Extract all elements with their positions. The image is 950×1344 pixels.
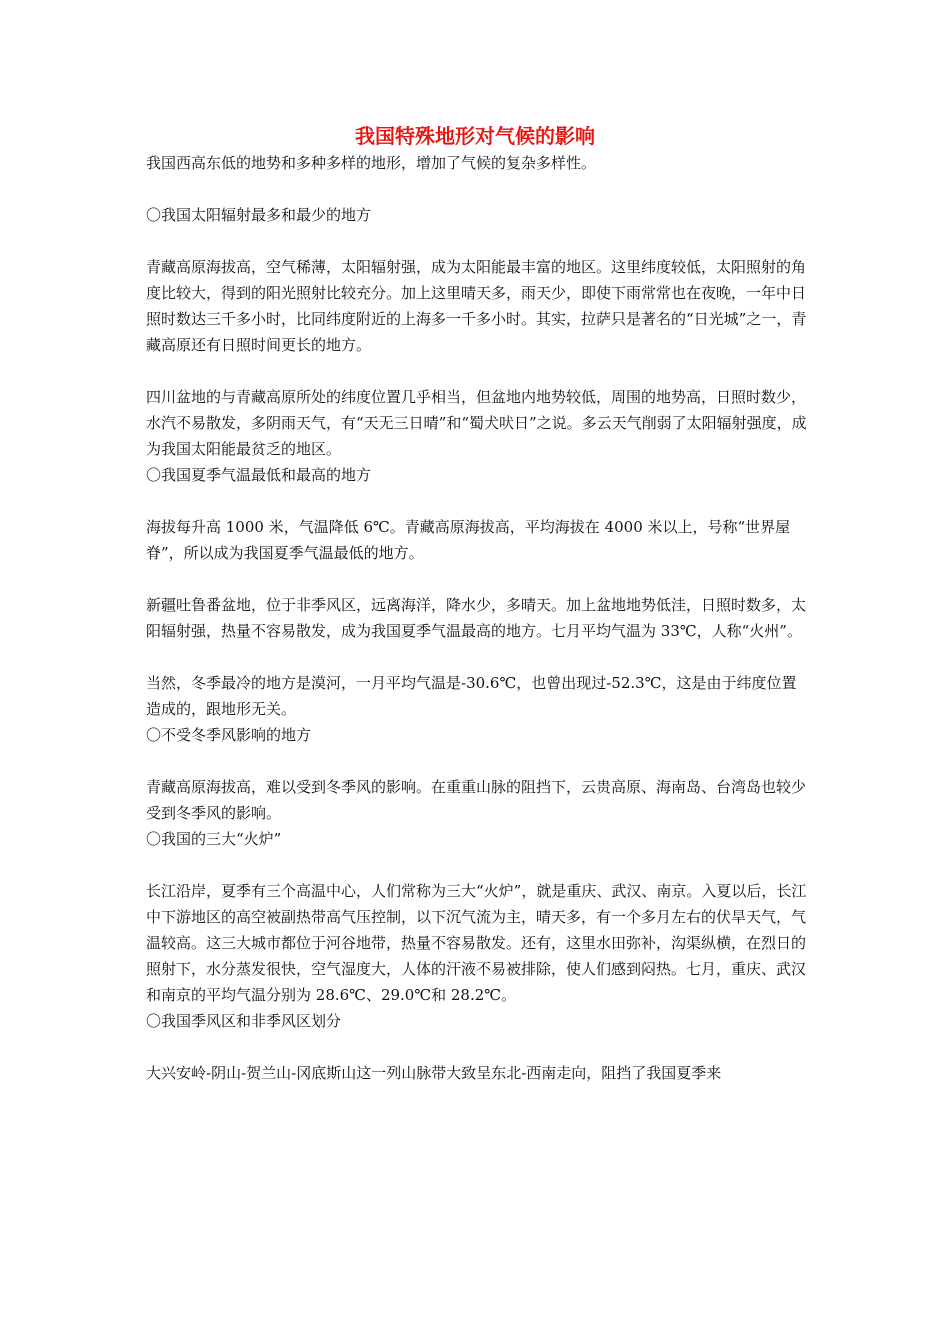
section-summer-temperature	[146, 462, 808, 722]
paragraph: 大兴安岭-阴山-贺兰山-冈底斯山这一列山脉带大致呈东北-西南走向，阻挡了我国夏季来	[146, 1064, 722, 1082]
paragraph: 海拔每升高 1000 米，气温降低 6℃。青藏高原海拔高，平均海拔在 4000 米以上，号称“世界屋脊”，所以成为我国夏季气温最低的地方。	[146, 518, 791, 562]
section-three-furnaces	[146, 826, 808, 1008]
paragraph: 青藏高原海拔高，难以受到冬季风的影响。在重重山脉的阻挡下，云贵高原、海南岛、台湾岛也较少受到冬季风的影响。	[146, 778, 807, 822]
paragraph: 青藏高原海拔高，空气稀薄，太阳辐射强，成为太阳能最丰富的地区。这里纬度较低，太阳照射的角度比较大，得到的阳光照射比较充分。加上这里晴天多，雨天少，即使下雨常常也在夜晚，一年中日照时数达三千多小时，比同纬度附近的上海多一千多小时。其实，拉萨只是著名的“日光城”之一，青藏高原还有日照时间更长的地方。	[146, 258, 807, 354]
paragraph: 长江沿岸，夏季有三个高温中心，人们常称为三大“火炉”，就是重庆、武汉、南京。入夏以后，长江中下游地区的高空被副热带高气压控制，以下沉气流为主，晴天多，有一个多月左右的伏旱天气，气温较高。这三大城市都位于河谷地带，热量不容易散发。还有，这里水田弥补，沟渠纵横，在烈日的照射下，水分蒸发很快，空气湿度大，人体的汗液不易被排除，使人们感到闷热。七月，重庆、武汉和南京的平均气温分别为 28.6℃、29.0℃和 28.2℃。	[146, 882, 807, 1004]
intro-paragraph: 我国西高东低的地势和多种多样的地形，增加了气候的复杂多样性。	[146, 154, 597, 172]
paragraph: 当然，冬季最冷的地方是漠河，一月平均气温是-30.6℃，也曾出现过-52.3℃，这是由于纬度位置造成的，跟地形无关。	[146, 674, 797, 718]
paragraph: 四川盆地的与青藏高原所处的纬度位置几乎相当，但盆地内地势较低，周围的地势高，日照时数少，水汽不易散发，多阴雨天气，有“天无三日晴”和“蜀犬吠日”之说。多云天气削弱了太阳辐射强度，成为我国太阳能最贫乏的地区。	[146, 388, 807, 458]
section-monsoon-division	[146, 1008, 808, 1086]
section-solar-radiation	[146, 202, 808, 462]
section-winter-monsoon	[146, 722, 808, 826]
section-heading: 〇不受冬季风影响的地方	[146, 726, 312, 744]
paragraph: 新疆吐鲁番盆地，位于非季风区，远离海洋，降水少，多晴天。加上盆地地势低洼，日照时数多，太阳辐射强，热量不容易散发，成为我国夏季气温最高的地方。七月平均气温为 33℃，人称“火州”。	[146, 596, 807, 640]
section-heading: 〇我国夏季气温最低和最高的地方	[146, 466, 372, 484]
document-title: 我国特殊地形对气候的影响	[355, 124, 595, 148]
section-heading: 〇我国太阳辐射最多和最少的地方	[146, 206, 372, 224]
section-heading: 〇我国的三大“火炉”	[146, 830, 282, 848]
section-heading: 〇我国季风区和非季风区划分	[146, 1012, 342, 1030]
document-body	[146, 150, 808, 1086]
